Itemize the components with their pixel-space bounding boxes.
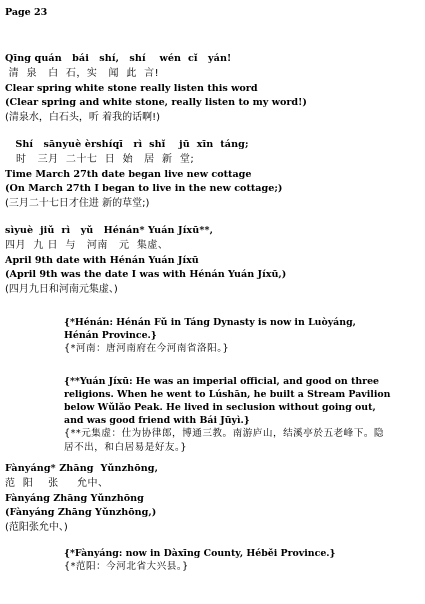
chinese-gloss-line: (范阳张允中、) <box>5 522 68 534</box>
english-literal-line: Fànyáng Zhāng Yǔnzhōng <box>5 492 144 504</box>
english-translation-line: (April 9th was the date I was with Hénán Yuán Jíxū,) <box>5 269 287 281</box>
footnote-yuan-jixu <box>64 375 394 455</box>
footnote-english: {*Hénán: Hénán Fǔ in Táng Dynasty is now in Luòyáng, Hénán Province.} <box>64 317 356 341</box>
poem-stanza-2 <box>5 138 282 212</box>
english-translation-line: (Clear spring and white stone, really listen to my word!) <box>5 97 307 109</box>
english-literal-line: Clear spring white stone really listen this word <box>5 82 258 94</box>
english-translation-line: (Fànyáng Zhāng Yǔnzhōng,) <box>5 507 157 519</box>
footnote-henan <box>64 316 392 356</box>
footnote-chinese: {*河南：唐河南府在今河南省洛阳。} <box>64 343 230 354</box>
chinese-gloss-line: (三月二十七日才住进 新的草堂;) <box>5 198 150 210</box>
poem-stanza-3 <box>5 224 286 298</box>
pinyin-line: Qīng quán bái shí, shí wén cǐ yán! <box>5 53 232 64</box>
footnote-fanyang <box>64 547 394 574</box>
page-number: Page 23 <box>5 7 48 18</box>
english-literal-line: Time March 27th date began live new cottage <box>5 168 252 180</box>
chinese-gloss-line: (四月九日和河南元集虚、) <box>5 284 118 296</box>
pinyin-line: Fànyáng* Zhāng Yǔnzhōng, <box>5 463 159 474</box>
chinese-line: 清 泉 白 石，实 闻 此 言! <box>5 67 160 79</box>
english-translation-line: (On March 27th I began to live in the new cottage;) <box>5 183 283 195</box>
name-stanza <box>5 462 158 536</box>
poem-stanza-1 <box>5 52 307 126</box>
chinese-gloss-line: (清泉水，白石头，听 着我的话啊!) <box>5 112 160 124</box>
footnote-chinese: {*范阳：今河北省大兴县。} <box>64 561 189 572</box>
footnote-english: {*Fànyáng: now in Dàxīng County, Héběi Province.} <box>64 548 336 559</box>
chinese-line: 时 三月 二十七 日 始 居 新 堂; <box>5 153 195 165</box>
english-literal-line: April 9th date with Hénán Yuán Jíxū <box>5 254 199 266</box>
footnote-chinese: {**元集虚：仕为协律郎，博通三教。南游庐山，结溪亭於五老峰下。隐居不出，和白居易是好友。} <box>64 428 385 453</box>
pinyin-line: Shí sānyuè èrshíqī rì shǐ jū xīn táng; <box>5 139 249 150</box>
chinese-line: 四月 九 日 与 河南 元 集虚、 <box>5 239 169 251</box>
footnote-english: {**Yuán Jíxū: He was an imperial official, and good on three religions. When he went to Lúshān, he built a Stream Pavilion below Wǔlǎo Peak. He lived in seclusion without going out, and was good friend with Bái Jūyì.} <box>64 376 391 426</box>
chinese-line: 范 阳 张 允中、 <box>5 477 109 489</box>
pinyin-line: sìyuè jiǔ rì yǔ Hénán* Yuán Jíxū**, <box>5 225 214 236</box>
